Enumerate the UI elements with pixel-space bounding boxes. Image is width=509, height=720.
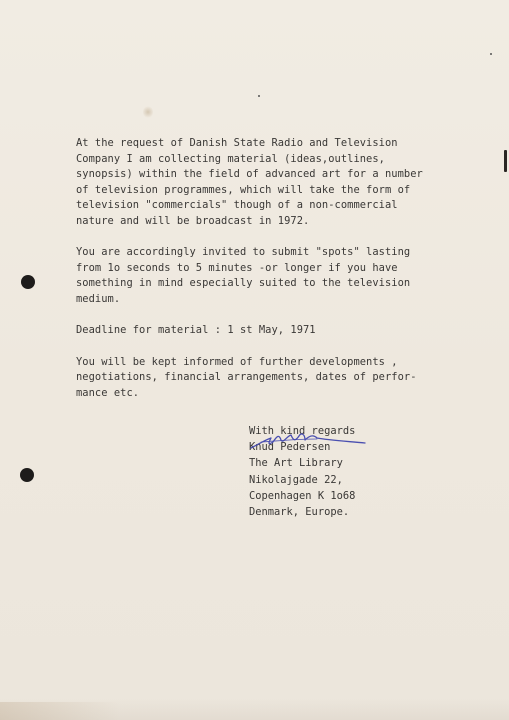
edge-mark	[504, 150, 507, 172]
sender-city: Copenhagen K 1o68	[249, 489, 356, 502]
punch-hole-icon	[21, 275, 35, 289]
closing-line: With kind regards	[249, 425, 356, 437]
paper-speck	[490, 53, 492, 55]
text-line: synopsis) within the field of advanced art for a number	[76, 168, 423, 180]
text-line: nature and will be broadcast in 1972.	[76, 214, 310, 227]
deadline-line: Deadline for material : 1 st May, 1971	[76, 324, 316, 336]
punch-hole-icon	[20, 468, 34, 482]
sender-name: Knud Pedersen	[249, 441, 331, 454]
letter-body	[76, 136, 476, 417]
text-line: from 1o seconds to 5 minutes -or longer if you have	[76, 261, 398, 274]
paper-stain	[143, 106, 153, 118]
paper-wear	[0, 702, 120, 720]
text-line: Company I am collecting material (ideas,outlines,	[76, 152, 385, 165]
sender-country: Denmark, Europe.	[249, 506, 350, 519]
text-line: You will be kept informed of further developments ,	[76, 355, 398, 368]
text-line: mance etc.	[76, 386, 140, 399]
text-line: television "commercials" though of a non-commercial	[76, 199, 398, 211]
paragraph-updates	[76, 355, 476, 402]
paragraph-invitation	[76, 245, 476, 307]
paragraph-request	[76, 136, 476, 229]
text-line: of television programmes, which will take the form of	[76, 183, 411, 196]
text-line: At the request of Danish State Radio and Television	[76, 137, 398, 149]
text-line: negotiations, financial arrangements, dates of perfor-	[76, 371, 417, 383]
sender-street: Nikolajgade 22,	[249, 473, 343, 486]
paper-speck	[258, 95, 260, 97]
text-line: medium.	[76, 292, 121, 305]
paragraph-deadline	[76, 323, 476, 339]
signature-block	[249, 423, 355, 520]
text-line: You are accordingly invited to submit "spots" lasting	[76, 246, 411, 258]
text-line: something in mind especially suited to the television	[76, 277, 411, 289]
sender-organization: The Art Library	[249, 457, 343, 470]
